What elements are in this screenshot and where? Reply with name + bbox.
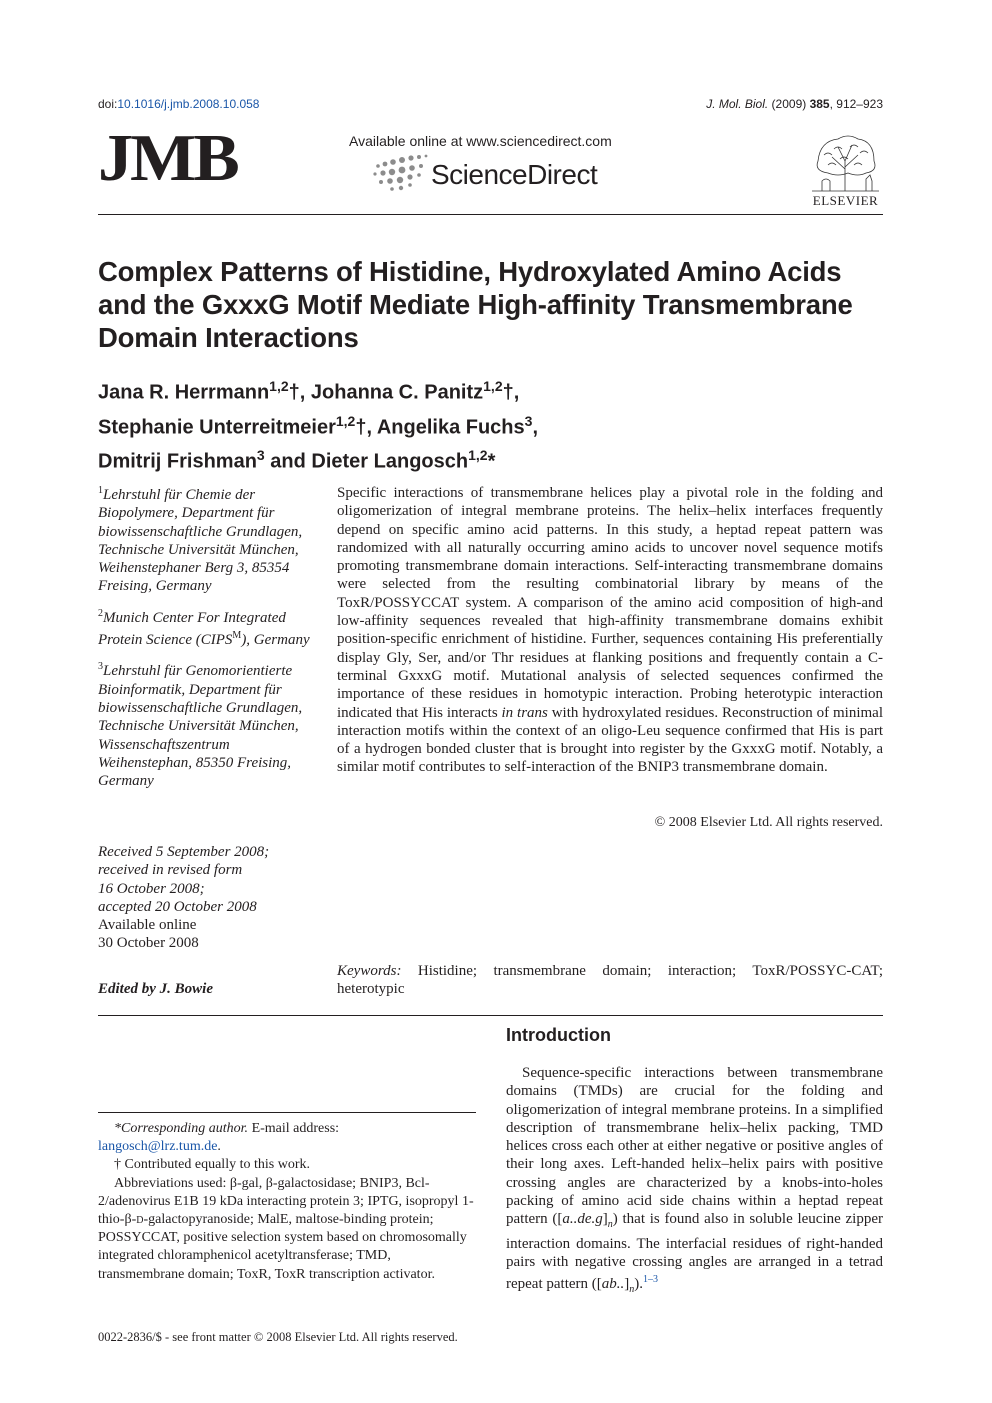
affiliation-2 xyxy=(98,605,323,650)
intro-subscript: n xyxy=(607,1219,613,1231)
article-title: Complex Patterns of Histidine, Hydroxylated Amino Acids and the GxxxG Motif Mediate High-affinity Transmembrane Domain Interactions xyxy=(98,256,853,353)
intro-bracket: ] xyxy=(624,1276,630,1293)
intro-text: Sequence-specific interactions between transmembrane domains (TMDs) are crucial for the folding and oligomerization of integral membrane proteins. In a simplified description of transmembrane helix–helix packing, TMD helices cross each other at either negative or positive angles of their long axes. Left-handed helix–helix pairs with positive crossing angles are characterized by a knobs-into-holes packing of amino acid side chains within a heptad repeat pattern ([ xyxy=(506,1065,883,1228)
affiliation-text: Lehrstuhl für Genomorientierte Bioinformatik, Department für biowissenschaftliche Grundlagen, Technische Universität München, Wissenschaftszentrum Weihenstephan, 85350 Freising, Germany xyxy=(98,663,303,790)
affiliation-number: 2 xyxy=(98,607,103,619)
abstract xyxy=(337,484,883,777)
author-affil-marks: 3 xyxy=(256,447,265,464)
author-affil-marks: 1,2 xyxy=(483,378,503,394)
accepted-date: accepted 20 October 2008 xyxy=(98,898,257,915)
abstract-italic: in trans xyxy=(501,704,548,721)
affiliation-text-tail: ), Germany xyxy=(241,632,310,649)
abbreviations-text-2: -galactopyranoside; MalE, maltose-binding protein; POSSYCCAT, positive selection system based on chromosomally integrated chloramphenicol acetyltransferase; TMD, transmembrane domain; ToxR, ToxR transcription activator. xyxy=(98,1212,467,1282)
author-list xyxy=(98,372,888,476)
affiliation-text: Munich Center For Integrated Protein Science (CIPS xyxy=(98,609,286,649)
intro-bracket: ] xyxy=(602,1211,608,1228)
abstract-rule xyxy=(98,1015,883,1016)
affiliations xyxy=(98,482,323,799)
abstract-copyright: © 2008 Elsevier Ltd. All rights reserved. xyxy=(654,815,883,830)
journal-volume: 385 xyxy=(809,97,830,111)
section-heading-introduction: Introduction xyxy=(506,1025,611,1045)
keywords-text: Histidine; transmembrane domain; interaction; ToxR/POSSYC-CAT; heterotypic xyxy=(337,963,883,998)
edited-by: Edited by J. Bowie xyxy=(98,981,213,997)
abstract-text: Specific interactions of transmembrane helices play a pivotal role in the folding and oligomerization of integral membrane proteins. The helix–helix interfaces frequently depend on specific amino acid patterns. In this study, a heptad repeat pattern was randomized with all naturally occurring amino acids to uncover novel sequence motifs promoting transmembrane domain interactions. Self-interacting transmembrane domains were selected from the resulting combinatorial library by means of the ToxR/POSSYCCAT system. A comparison of the amino acid composition of high-and low-affinity sequences revealed that high-affinity transmembrane domains exhibit position-specific enrichment of histidine. Further, sequences containing His preferentially display Gly, Ser, and/or Thr residues at flanking positions and frequently contain a C-terminal GxxxG motif. Mutational analysis of selected sequences confirmed the importance of these residues in homotypic interaction. Probing heterotypic interaction indicated that His interacts xyxy=(337,485,883,721)
revised-label: received in revised form xyxy=(98,862,243,879)
reference-link[interactable]: 1–3 xyxy=(643,1274,659,1286)
author-name: Johanna C. Panitz xyxy=(310,381,484,404)
footnote-rule xyxy=(98,1112,476,1113)
email-tail: . xyxy=(217,1139,221,1155)
author-separator: * xyxy=(487,450,496,473)
affiliation-1 xyxy=(98,482,323,596)
author-separator: and xyxy=(264,450,312,473)
corresponding-author-note xyxy=(98,1120,476,1138)
affiliation-number: 1 xyxy=(98,485,103,496)
elsevier-wordmark: ELSEVIER xyxy=(812,193,879,208)
abbreviations-text: Abbreviations used: β-gal, β-galactosidase; BNIP3, Bcl-2/adenovirus E1B 19 kDa interacting protein 3; IPTG, isopropyl 1-thio-β- xyxy=(98,1175,474,1228)
doi-prefix: doi: xyxy=(98,97,118,111)
author-affil-marks: 1,2 xyxy=(335,412,356,429)
sciencedirect-dots-icon xyxy=(372,154,430,192)
journal-year: (2009) xyxy=(771,97,807,111)
email-link[interactable]: langosch@lrz.tum.de xyxy=(98,1139,218,1155)
header-rule xyxy=(98,214,883,215)
introduction-paragraph xyxy=(506,1064,883,1300)
journal-pages: , 912–923 xyxy=(829,97,883,111)
affiliation-text: Lehrstuhl für Chemie der Biopolymere, Department für biowissenschaftliche Grundlagen, Technische Universität München, Weihenstephaner Berg 3, 85354 Freising, Germany xyxy=(98,487,303,595)
author-separator: †, xyxy=(288,381,311,404)
author-name: Dmitrij Frishman xyxy=(98,450,257,473)
heptad-pattern: a..de.g xyxy=(562,1211,603,1228)
abbreviations-smallcaps: d xyxy=(136,1212,144,1228)
affiliation-superscript: M xyxy=(232,630,242,642)
email-line xyxy=(98,1138,476,1156)
abbreviations-note xyxy=(98,1175,476,1284)
corresponding-label: *Corresponding author. xyxy=(114,1121,249,1136)
corresponding-text: E-mail address: xyxy=(248,1121,340,1136)
author-affil-marks: 3 xyxy=(524,412,533,429)
front-matter-line: 0022-2836/$ - see front matter © 2008 Elsevier Ltd. All rights reserved. xyxy=(98,1330,458,1344)
author-separator: , xyxy=(532,416,538,439)
intro-text-3: ). xyxy=(634,1276,644,1293)
author-affil-marks: 1,2 xyxy=(468,447,488,464)
abstract-text-2: with hydroxylated residues. Reconstruction of minimal interaction motifs within the context of an oligo-Leu sequence confirmed that His is part of a hydrogen bonded cluster that is brought into register by the GxxxG motif. Notably, a similar motif contributes to self-interaction of the BNIP3 transmembrane domain. xyxy=(337,704,883,776)
author-name: Angelika Fuchs xyxy=(376,416,525,439)
journal-name: J. Mol. Biol. xyxy=(706,97,769,111)
article-history xyxy=(98,843,323,953)
author-separator: †, xyxy=(355,416,377,439)
author-name: Dieter Langosch xyxy=(311,450,469,473)
author-name: Jana R. Herrmann xyxy=(98,381,270,404)
available-date: 30 October 2008 xyxy=(98,935,199,952)
intro-text-2: ) that is found also in soluble leucine zipper interaction domains. The interfacial residues of right-handed pairs with negative crossing angles are arranged in a tetrad repeat pattern ([ xyxy=(506,1211,883,1293)
available-label: Available online xyxy=(98,917,197,934)
keywords-label: Keywords: xyxy=(337,963,402,979)
doi-line xyxy=(98,97,259,111)
tetrad-pattern: ab.. xyxy=(601,1276,625,1293)
revised-date: 16 October 2008; xyxy=(98,880,205,897)
jmb-logo: JMB xyxy=(98,121,237,196)
author-separator: †, xyxy=(502,381,520,404)
affiliation-3 xyxy=(98,658,323,790)
intro-subscript: n xyxy=(629,1284,635,1296)
author-name: Stephanie Unterreitmeier xyxy=(98,416,336,439)
journal-citation xyxy=(706,97,883,111)
received-date: Received 5 September 2008; xyxy=(98,844,270,860)
equal-contribution-note: † Contributed equally to this work. xyxy=(114,1157,310,1173)
sciencedirect-logo: ScienceDirect xyxy=(431,159,598,190)
author-affil-marks: 1,2 xyxy=(269,378,289,394)
available-online-text: Available online at www.sciencedirect.com xyxy=(349,133,612,149)
affiliation-number: 3 xyxy=(98,661,103,673)
elsevier-tree-icon xyxy=(808,131,883,193)
footnotes xyxy=(98,1120,476,1284)
doi-link[interactable]: 10.1016/j.jmb.2008.10.058 xyxy=(117,97,260,111)
keywords xyxy=(337,962,883,999)
